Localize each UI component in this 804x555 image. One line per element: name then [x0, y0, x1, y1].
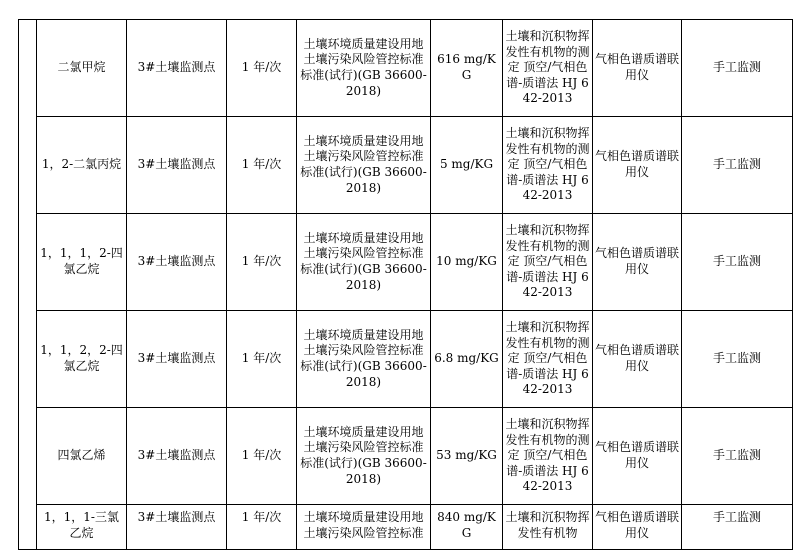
- instrument-cell: 气相色谱质谱联用仪: [593, 408, 682, 505]
- monitoring-table: [18, 19, 793, 550]
- frequency-cell: 1 年/次: [227, 311, 297, 408]
- frequency-cell: 1 年/次: [227, 20, 297, 117]
- monitoring-point-cell: 3#土壤监测点: [127, 20, 227, 117]
- table-row: [19, 20, 793, 117]
- monitoring-mode-cell: 手工监测: [682, 505, 793, 550]
- frequency-cell: 1 年/次: [227, 214, 297, 311]
- monitoring-item-cell: 1，2-二氯丙烷: [37, 117, 127, 214]
- standard-cell: 土壤环境质量建设用地土壤污染风险管控标准标准(试行)(GB 36600-2018): [297, 311, 431, 408]
- method-cell: 土壤和沉积物挥发性有机物的测定 顶空/气相色谱-质谱法 HJ 642-2013: [503, 311, 593, 408]
- method-cell: 土壤和沉积物挥发性有机物的测定 顶空/气相色谱-质谱法 HJ 642-2013: [503, 408, 593, 505]
- monitoring-item-cell: 四氯乙烯: [37, 408, 127, 505]
- monitoring-point-cell: 3#土壤监测点: [127, 117, 227, 214]
- limit-cell: 10 mg/KG: [431, 214, 503, 311]
- method-cell: 土壤和沉积物挥发性有机物的测定 顶空/气相色谱-质谱法 HJ 642-2013: [503, 20, 593, 117]
- limit-cell: 616 mg/KG: [431, 20, 503, 117]
- monitoring-mode-cell: 手工监测: [682, 117, 793, 214]
- instrument-cell: 气相色谱质谱联用仪: [593, 20, 682, 117]
- standard-cell: 土壤环境质量建设用地土壤污染风险管控标准标准(试行)(GB 36600-2018): [297, 117, 431, 214]
- limit-cell: 840 mg/KG: [431, 505, 503, 550]
- instrument-cell: 气相色谱质谱联用仪: [593, 311, 682, 408]
- monitoring-mode-cell: 手工监测: [682, 214, 793, 311]
- method-cell: 土壤和沉积物挥发性有机物的测定 顶空/气相色谱-质谱法 HJ 642-2013: [503, 117, 593, 214]
- table-row: [19, 117, 793, 214]
- frequency-cell: 1 年/次: [227, 505, 297, 550]
- monitoring-point-cell: 3#土壤监测点: [127, 311, 227, 408]
- monitoring-point-cell: 3#土壤监测点: [127, 505, 227, 550]
- frequency-cell: 1 年/次: [227, 408, 297, 505]
- monitoring-item-cell: 1，1，1-三氯乙烷: [37, 505, 127, 550]
- monitoring-point-cell: 3#土壤监测点: [127, 214, 227, 311]
- monitoring-mode-cell: 手工监测: [682, 408, 793, 505]
- table-row: [19, 408, 793, 505]
- table-row: [19, 505, 793, 550]
- left-merged-cell: [19, 20, 37, 550]
- monitoring-point-cell: 3#土壤监测点: [127, 408, 227, 505]
- monitoring-item-cell: 1，1，1，2-四氯乙烷: [37, 214, 127, 311]
- limit-cell: 53 mg/KG: [431, 408, 503, 505]
- table-row: [19, 311, 793, 408]
- instrument-cell: 气相色谱质谱联用仪: [593, 505, 682, 550]
- monitoring-item-cell: 1，1，2，2-四氯乙烷: [37, 311, 127, 408]
- standard-cell: 土壤环境质量建设用地土壤污染风险管控标准标准(试行)(GB 36600-2018): [297, 20, 431, 117]
- limit-cell: 5 mg/KG: [431, 117, 503, 214]
- method-cell: 土壤和沉积物挥发性有机物: [503, 505, 593, 550]
- monitoring-mode-cell: 手工监测: [682, 20, 793, 117]
- instrument-cell: 气相色谱质谱联用仪: [593, 214, 682, 311]
- monitoring-mode-cell: 手工监测: [682, 311, 793, 408]
- limit-cell: 6.8 mg/KG: [431, 311, 503, 408]
- method-cell: 土壤和沉积物挥发性有机物的测定 顶空/气相色谱-质谱法 HJ 642-2013: [503, 214, 593, 311]
- standard-cell: 土壤环境质量建设用地土壤污染风险管控标准: [297, 505, 431, 550]
- frequency-cell: 1 年/次: [227, 117, 297, 214]
- table-row: [19, 214, 793, 311]
- monitoring-item-cell: 二氯甲烷: [37, 20, 127, 117]
- standard-cell: 土壤环境质量建设用地土壤污染风险管控标准标准(试行)(GB 36600-2018): [297, 214, 431, 311]
- standard-cell: 土壤环境质量建设用地土壤污染风险管控标准标准(试行)(GB 36600-2018): [297, 408, 431, 505]
- instrument-cell: 气相色谱质谱联用仪: [593, 117, 682, 214]
